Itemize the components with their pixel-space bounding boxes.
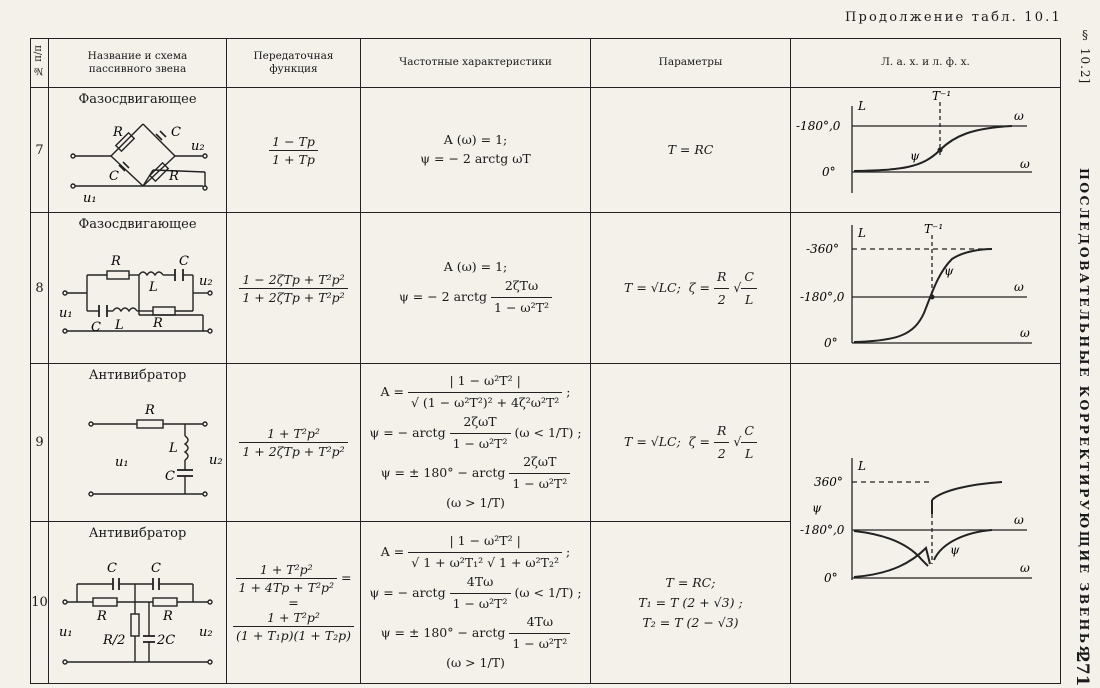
row-number: 10 [31, 522, 49, 684]
svg-text:L: L [115, 318, 124, 333]
svg-text:R: R [111, 254, 121, 269]
svg-text:C: C [109, 169, 119, 184]
svg-text:L: L [169, 441, 178, 456]
twin-t-circuit-diagram [53, 544, 221, 676]
svg-text:L: L [857, 99, 866, 113]
section-marker: § 10.2] [1078, 28, 1092, 85]
transfer-function: $\frac{\text{1 − 2ζTp + T²p²}}{\text{1 + 2ζTp + T²p²}}$ [227, 213, 361, 364]
scheme-cell [49, 213, 227, 364]
link-name: Антивибратор [88, 368, 187, 383]
svg-text:R: R [97, 609, 107, 624]
svg-text:0°: 0° [823, 336, 838, 350]
svg-text:ω: ω [1013, 512, 1024, 527]
frequency-characteristics: A (ω) = 1; ψ = − 2 arctg $\frac{\text{2ζTω}}{\text{1 − ω²T²}}$ [361, 213, 591, 364]
frequency-characteristics: A = $\frac{\text{| 1 − ω²T² |}}{\text{√ 1 + ω²T₁² √ 1 + ω²T₂²}}$ ; ψ = − arctg $\frac{4T\omega}{\text{1 − ω²T²}}$ (ω < 1/T) ; ψ = ± 180° − arctg $\frac{4T\omega}{\text{1 − ω²T²}}$ (ω > 1/T) [361, 522, 591, 684]
col-params: Параметры [591, 39, 791, 88]
svg-text:C: C [151, 561, 161, 576]
svg-text:u₁: u₁ [115, 455, 129, 470]
svg-text:-360°: -360° [805, 242, 839, 256]
svg-text:C: C [107, 561, 117, 576]
svg-text:T⁻¹: T⁻¹ [931, 89, 951, 103]
svg-text:ψ: ψ [811, 500, 821, 515]
svg-text:ω: ω [1019, 560, 1030, 575]
svg-text:u₁: u₁ [59, 306, 73, 321]
transfer-function: $\frac{\text{1 + T²p²}}{\text{1 + 4Tp + T²p²}}$ = = $\frac{\text{1 + T²p²}}{\text{(1 + T₁p)(1 + T₂p)}}$ [227, 522, 361, 684]
svg-text:ψ: ψ [943, 264, 953, 278]
lafc-plot-cell [791, 88, 1061, 213]
frequency-characteristics: A (ω) = 1; ψ = − 2 arctg ωT [361, 88, 591, 213]
svg-text:360°: 360° [813, 474, 843, 489]
table-row-9 [31, 364, 1061, 522]
bridged-t-circuit-diagram [53, 235, 221, 355]
row-number: 7 [31, 88, 49, 213]
svg-text:L: L [857, 458, 866, 473]
parameters: T = √LC; ζ = $\frac{R}{2}$ √ $\frac{C}{L}$ [591, 213, 791, 364]
svg-text:-180°,0: -180°,0 [799, 522, 844, 537]
svg-text:R: R [169, 169, 179, 184]
svg-text:C: C [179, 254, 189, 269]
phase-plot-rows-9-10 [792, 452, 1060, 592]
svg-text:ψ: ψ [949, 542, 959, 557]
svg-text:u₁: u₁ [83, 191, 97, 206]
parameters: T = RC [591, 88, 791, 213]
table-continuation-header: Продолжение табл. 10.1 [844, 10, 1062, 25]
antivibrator-circuit-diagram [53, 386, 221, 514]
svg-text:0°: 0° [821, 165, 836, 179]
transfer-function: $\frac{\text{1 + T²p²}}{\text{1 + 2ζTp + T²p²}}$ [227, 364, 361, 522]
parameters: T = √LC; ζ = $\frac{R}{2}$ √ $\frac{C}{L}$ [591, 364, 791, 522]
table-row-8 [31, 213, 1061, 364]
corrective-links-table [30, 38, 1061, 684]
svg-text:u₂: u₂ [209, 453, 223, 468]
lattice-circuit-diagram [53, 110, 221, 206]
table-row-7 [31, 88, 1061, 213]
svg-text:R: R [145, 403, 155, 418]
svg-text:R: R [153, 316, 163, 331]
parameters: T = RC; T₁ = T (2 + √3) ; T₂ = T (2 − √3) [591, 522, 791, 684]
link-name: Фазосдвигающее [78, 92, 197, 107]
svg-text:2C: 2C [157, 633, 176, 648]
svg-text:u₂: u₂ [199, 274, 213, 289]
phase-plot-row-8 [792, 213, 1060, 359]
col-lafc: Л. а. х. и л. ф. х. [791, 39, 1061, 88]
svg-text:u₁: u₁ [59, 625, 73, 640]
link-name: Фазосдвигающее [78, 217, 197, 232]
chapter-running-title: ПОСЛЕДОВАТЕЛЬНЫЕ КОРРЕКТИРУЮЩИЕ ЗВЕНЬЯ [1077, 168, 1092, 659]
lafc-plot-cell [791, 213, 1061, 364]
svg-text:R: R [113, 125, 123, 140]
svg-text:ψ: ψ [909, 149, 919, 163]
row-number: 9 [31, 364, 49, 522]
svg-text:C: C [171, 125, 181, 140]
svg-text:C: C [91, 320, 101, 335]
link-name: Антивибратор [88, 526, 187, 541]
svg-text:L: L [149, 280, 158, 295]
svg-text:ω: ω [1013, 109, 1024, 123]
page-number: 271 [1072, 650, 1092, 686]
svg-text:0°: 0° [823, 570, 838, 585]
svg-text:R: R [163, 609, 173, 624]
svg-text:-180°,0: -180°,0 [795, 119, 840, 133]
col-frequency: Частотные характеристики [361, 39, 591, 88]
col-transfer-function: Передаточная функция [227, 39, 361, 88]
col-number: № п/п [31, 39, 49, 88]
lafc-plot-cell-shared [791, 364, 1061, 684]
phase-plot-row-7 [792, 88, 1060, 208]
svg-text:L: L [857, 226, 866, 240]
svg-text:T⁻¹: T⁻¹ [923, 222, 943, 236]
col-name: Название и схема пассивного звена [49, 39, 227, 88]
svg-text:ω: ω [1019, 326, 1030, 340]
svg-text:R/2: R/2 [103, 633, 126, 648]
scheme-cell [49, 522, 227, 684]
svg-text:-180°,0: -180°,0 [799, 290, 844, 304]
svg-text:ω: ω [1013, 280, 1024, 294]
scheme-cell [49, 88, 227, 213]
scheme-cell [49, 364, 227, 522]
svg-text:C: C [165, 469, 175, 484]
svg-text:u₂: u₂ [199, 625, 213, 640]
frequency-characteristics: A = $\frac{\text{| 1 − ω²T² |}}{\text{√ (1 − ω²T²)² + 4ζ²ω²T²}}$ ; ψ = − arctg $\frac{\text{2ζωT}}{\text{1 − ω²T²}}$ (ω < 1/T) ; ψ = ± 180° − arctg $\frac{\text{2ζωT}}{\text{1 − ω²T²}}$ (ω > 1/T) [361, 364, 591, 522]
row-number: 8 [31, 213, 49, 364]
transfer-function: $\frac{1 - Tp}{1 + Tp}$ [227, 88, 361, 213]
svg-text:ω: ω [1019, 157, 1030, 171]
table-header-row [31, 39, 1061, 88]
svg-text:u₂: u₂ [191, 139, 205, 154]
